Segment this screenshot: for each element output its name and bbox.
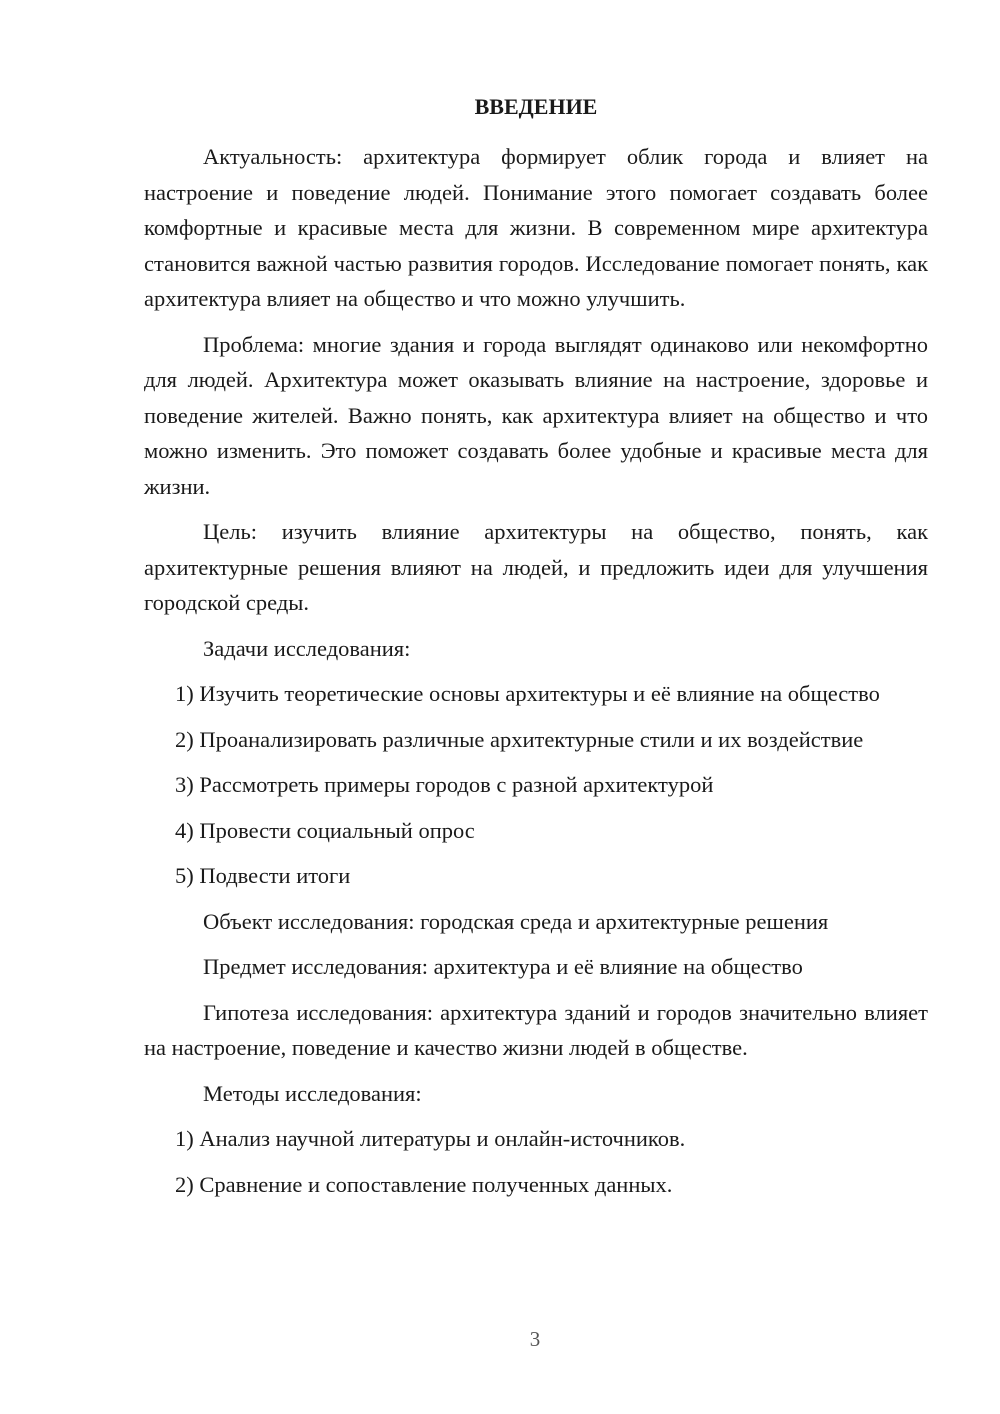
list-item: 2) Проанализировать различные архитектурные стили и их воздействие (175, 726, 864, 752)
tasks-list (144, 676, 928, 894)
list-item: 5) Подвести итоги (175, 863, 351, 888)
list-item: 1) Изучить теоретические основы архитектуры и её влияние на общество (175, 681, 880, 706)
problem-paragraph: Проблема: многие здания и города выглядят одинаково или некомфортно для людей. Архитектура может оказывать влияние на настроение, здоровье и поведение жителей. Важно понять, как архитектура влияет на общество и что можно изменить. Это поможет создавать более удобные и красивые места для жизни. (144, 331, 928, 499)
object-paragraph: Объект исследования: городская среда и архитектурные решения (203, 908, 829, 934)
page-number: 3 (529, 1327, 541, 1351)
list-item: 2) Сравнение и сопоставление полученных данных. (175, 1171, 673, 1197)
page-title: ВВЕДЕНИЕ (474, 94, 598, 119)
list-item: 1) Анализ научной литературы и онлайн-источников. (175, 1126, 686, 1151)
goal-paragraph: Цель: изучить влияние архитектуры на общество, понять, как архитектурные решения влияют на людей, и предложить идеи для улучшения городской среды. (144, 519, 928, 615)
list-item: 4) Провести социальный опрос (175, 817, 475, 843)
relevance-paragraph: Актуальность: архитектура формирует облик города и влияет на настроение и поведение людей. Понимание этого помогает создавать более комфортные и красивые места для жизни. В современном мире архитектура становится важной частью развития городов. Исследование помогает понять, как архитектура влияет на общество и что можно улучшить. (144, 144, 928, 311)
hypothesis-paragraph: Гипотеза исследования: архитектура зданий и городов значительно влияет на настроение, поведение и качество жизни людей в обществе. (144, 999, 928, 1060)
list-item: 3) Рассмотреть примеры городов с разной архитектурой (175, 772, 714, 797)
methods-list (144, 1121, 928, 1202)
methods-heading: Методы исследования: (203, 1080, 422, 1106)
subject-paragraph: Предмет исследования: архитектура и её влияние на общество (203, 954, 803, 979)
document-page (144, 92, 928, 1212)
tasks-heading: Задачи исследования: (203, 635, 411, 661)
